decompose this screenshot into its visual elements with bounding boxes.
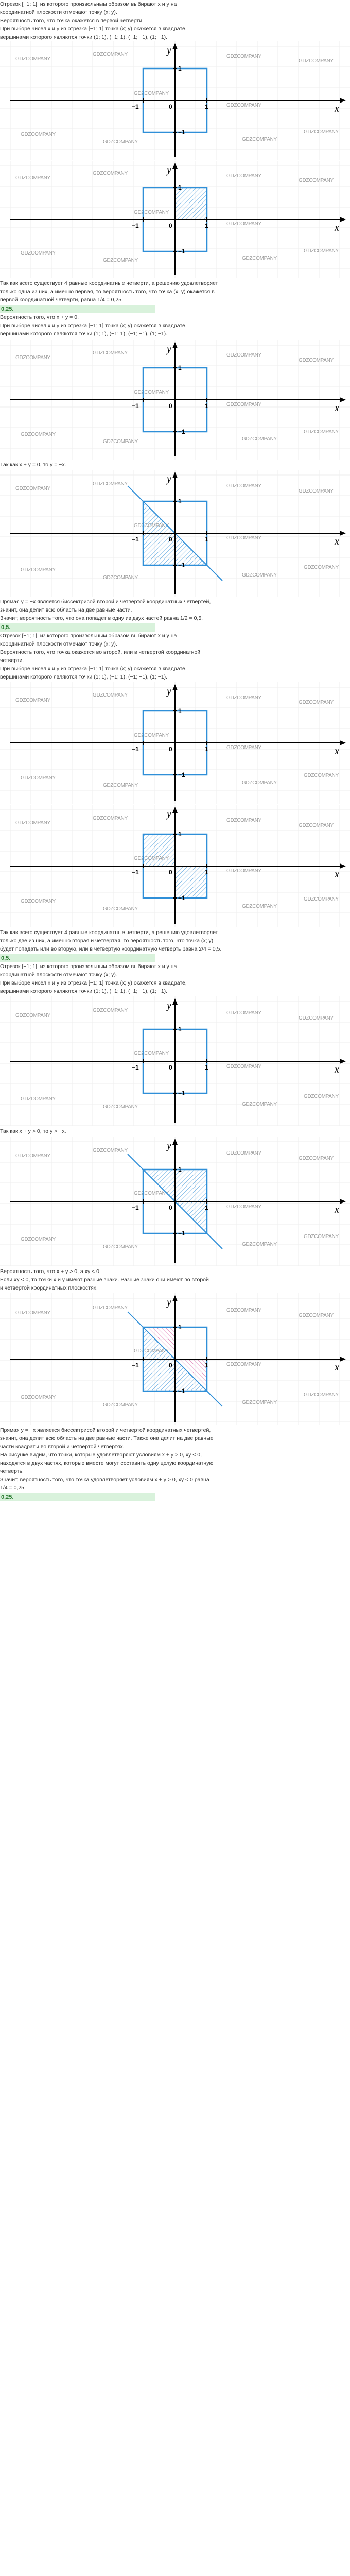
- origin-label: 0: [169, 402, 172, 410]
- tick-label-y-1: 1: [178, 498, 182, 505]
- coordinate-figure: [0, 805, 350, 927]
- tick-label-x-1: 1: [205, 1362, 208, 1369]
- watermark: GDZCOMPANY: [304, 896, 339, 902]
- watermark: GDZCOMPANY: [304, 248, 339, 254]
- x-axis-label: x: [335, 222, 339, 233]
- watermark: GDZCOMPANY: [134, 1348, 169, 1354]
- solution-text: [0, 313, 348, 338]
- x-axis-label: x: [335, 1362, 339, 1373]
- tick-label-x-minus-1: −1: [132, 103, 139, 110]
- origin-label: 0: [169, 1362, 172, 1369]
- tick-label-x-1: 1: [205, 745, 208, 753]
- watermark: GDZCOMPANY: [304, 129, 339, 135]
- tick-label-x-minus-1: −1: [132, 222, 139, 229]
- watermark: GDZCOMPANY: [226, 221, 261, 227]
- coordinate-figure: [0, 1137, 350, 1266]
- watermark: GDZCOMPANY: [242, 1101, 277, 1107]
- text-line: При выборе чисел x и y из отрезка [−1; 1] точка (x; y) окажется в квадрате,: [0, 323, 187, 329]
- x-axis-arrow-icon: [340, 531, 346, 536]
- tick-label-x-minus-1: −1: [132, 745, 139, 753]
- watermark: GDZCOMPANY: [93, 692, 128, 698]
- watermark: GDZCOMPANY: [134, 523, 169, 529]
- watermark: GDZCOMPANY: [15, 486, 50, 492]
- x-axis-arrow-icon: [340, 217, 346, 222]
- text-line: Если xy < 0, то точки x и y имеют разные знаки. Разные знаки они имеют во второй: [0, 1277, 209, 1283]
- text-line: Так как всего существует 4 равные координатные четверти, а решению удовлетворяет: [0, 929, 218, 936]
- watermark: GDZCOMPANY: [103, 575, 138, 581]
- watermark: GDZCOMPANY: [93, 1008, 128, 1013]
- tick-label-y-minus-1: −1: [178, 771, 185, 778]
- tick-label-x-1: 1: [205, 103, 208, 110]
- watermark: GDZCOMPANY: [93, 1305, 128, 1311]
- coordinate-figure: [0, 1293, 350, 1425]
- watermark: GDZCOMPANY: [103, 439, 138, 445]
- watermark: GDZCOMPANY: [21, 775, 56, 781]
- watermark: GDZCOMPANY: [103, 1402, 138, 1408]
- tick-label-x-1: 1: [205, 402, 208, 410]
- text-line: Прямая y = −x является биссектрисой второй и четвертой координатных четвертей,: [0, 599, 211, 605]
- watermark: GDZCOMPANY: [242, 904, 277, 909]
- watermark: GDZCOMPANY: [134, 389, 169, 395]
- coordinate-figure: [0, 41, 350, 160]
- solution-text: [0, 1426, 348, 1492]
- watermark: GDZCOMPANY: [103, 783, 138, 788]
- watermark: GDZCOMPANY: [15, 698, 50, 703]
- watermark: GDZCOMPANY: [134, 91, 169, 96]
- watermark: GDZCOMPANY: [15, 175, 50, 181]
- shaded-region: [175, 866, 207, 898]
- text-line: и четвертой координатных плоскостях.: [0, 1285, 98, 1291]
- tick-label-x-1: 1: [205, 1204, 208, 1211]
- tick-label-y-1: 1: [178, 831, 182, 838]
- watermark: GDZCOMPANY: [226, 352, 261, 358]
- x-axis-arrow-icon: [340, 1357, 346, 1362]
- coordinate-figure: [0, 682, 350, 804]
- x-axis-label: x: [335, 536, 339, 547]
- y-axis-label: y: [167, 45, 171, 56]
- text-line: Вероятность того, что x + y > 0, а xy < 0.: [0, 1268, 101, 1275]
- text-line: координатной плоскости отмечают точку (x; y).: [0, 641, 117, 647]
- watermark: GDZCOMPANY: [15, 355, 50, 361]
- watermark: GDZCOMPANY: [21, 250, 56, 256]
- watermark: GDZCOMPANY: [242, 256, 277, 261]
- watermark: GDZCOMPANY: [226, 1150, 261, 1156]
- watermark: GDZCOMPANY: [226, 1010, 261, 1016]
- tick-label-y-minus-1: −1: [178, 248, 185, 255]
- text-line: координатной плоскости отмечают точку (x; y).: [0, 972, 117, 978]
- answer-badge: 0,25.: [0, 305, 155, 313]
- answer-badge: 0,5.: [0, 954, 155, 962]
- tick-label-y-1: 1: [178, 1166, 182, 1173]
- text-line: находятся в двух частях, которые вместе могут составить одну целую координатную: [0, 1460, 214, 1466]
- watermark: GDZCOMPANY: [299, 488, 334, 494]
- origin-label: 0: [169, 869, 172, 876]
- watermark: GDZCOMPANY: [242, 137, 277, 142]
- origin-label: 0: [169, 1064, 172, 1071]
- watermark: GDZCOMPANY: [304, 1392, 339, 1398]
- tick-label-y-1: 1: [178, 1026, 182, 1033]
- coordinate-figure: [0, 161, 350, 278]
- tick-label-y-1: 1: [178, 65, 182, 72]
- watermark: GDZCOMPANY: [299, 1156, 334, 1161]
- text-line: вершинами которого являются точки (1; 1), (−1; 1), (−1; −1), (1; −1).: [0, 988, 168, 994]
- text-line: вершинами которого являются точки (1; 1), (−1; 1), (−1; −1), (1; −1).: [0, 674, 168, 680]
- watermark: GDZCOMPANY: [21, 1395, 56, 1400]
- watermark: GDZCOMPANY: [226, 173, 261, 179]
- watermark: GDZCOMPANY: [226, 54, 261, 59]
- tick-label-y-1: 1: [178, 184, 182, 191]
- watermark: GDZCOMPANY: [242, 572, 277, 578]
- solution-text: [0, 0, 348, 41]
- solution-text: [0, 598, 348, 622]
- tick-label-y-1: 1: [178, 1324, 182, 1331]
- tick-label-x-1: 1: [205, 222, 208, 229]
- text-line: Вероятность того, что x + y = 0.: [0, 314, 79, 320]
- tick-label-x-minus-1: −1: [132, 536, 139, 543]
- text-line: первой координатной четверти, равна 1/4 = 0,25.: [0, 297, 123, 303]
- watermark: GDZCOMPANY: [299, 358, 334, 363]
- solution-text: [0, 461, 348, 469]
- coordinate-figure: [0, 470, 350, 597]
- watermark: GDZCOMPANY: [21, 432, 56, 437]
- tick-label-y-minus-1: −1: [178, 1387, 185, 1395]
- tick-label-x-minus-1: −1: [132, 1204, 139, 1211]
- watermark: GDZCOMPANY: [226, 695, 261, 701]
- watermark: GDZCOMPANY: [226, 1308, 261, 1313]
- watermark: GDZCOMPANY: [134, 210, 169, 215]
- origin-label: 0: [169, 222, 172, 229]
- watermark: GDZCOMPANY: [93, 481, 128, 487]
- y-axis-label: y: [167, 473, 171, 485]
- tick-label-x-1: 1: [205, 1064, 208, 1071]
- y-axis-label: y: [167, 1297, 171, 1308]
- watermark: GDZCOMPANY: [304, 429, 339, 435]
- watermark: GDZCOMPANY: [21, 1096, 56, 1102]
- tick-label-y-minus-1: −1: [178, 562, 185, 569]
- y-axis-label: y: [167, 1000, 171, 1011]
- watermark: GDZCOMPANY: [93, 350, 128, 356]
- text-line: Так как x + y = 0, то y = −x.: [0, 462, 66, 468]
- tick-label-y-1: 1: [178, 364, 182, 371]
- text-line: На рисунке видим, что точки, которые удовлетворяют условиям x + y > 0, xy < 0,: [0, 1452, 202, 1458]
- watermark: GDZCOMPANY: [226, 1362, 261, 1367]
- tick-label-y-minus-1: −1: [178, 1230, 185, 1237]
- watermark: GDZCOMPANY: [299, 823, 334, 828]
- text-line: будет попадать или во вторую, или в четвертую координатную четверть равна 2/4 = 0,5.: [0, 946, 222, 952]
- tick-label-y-1: 1: [178, 707, 182, 715]
- watermark: GDZCOMPANY: [299, 1313, 334, 1318]
- x-axis-label: x: [335, 402, 339, 414]
- tick-label-y-minus-1: −1: [178, 1090, 185, 1097]
- watermark: GDZCOMPANY: [134, 1050, 169, 1056]
- watermark: GDZCOMPANY: [93, 52, 128, 57]
- tick-label-x-minus-1: −1: [132, 1362, 139, 1369]
- origin-label: 0: [169, 745, 172, 753]
- watermark: GDZCOMPANY: [226, 868, 261, 874]
- tick-label-y-minus-1: −1: [178, 894, 185, 902]
- y-axis-label: y: [167, 164, 171, 176]
- watermark: GDZCOMPANY: [226, 1064, 261, 1070]
- watermark: GDZCOMPANY: [15, 56, 50, 62]
- watermark: GDZCOMPANY: [299, 58, 334, 64]
- tick-label-x-minus-1: −1: [132, 869, 139, 876]
- watermark: GDZCOMPANY: [21, 899, 56, 904]
- watermark: GDZCOMPANY: [304, 1234, 339, 1240]
- watermark: GDZCOMPANY: [134, 733, 169, 738]
- watermark: GDZCOMPANY: [134, 1191, 169, 1196]
- tick-label-x-minus-1: −1: [132, 402, 139, 410]
- watermark: GDZCOMPANY: [242, 1400, 277, 1405]
- y-axis-label: y: [167, 808, 171, 820]
- watermark: GDZCOMPANY: [226, 1204, 261, 1210]
- text-line: части квадраты во второй и четвертой четвертях.: [0, 1444, 125, 1450]
- tick-label-y-minus-1: −1: [178, 129, 185, 136]
- text-line: четверти.: [0, 657, 24, 664]
- text-line: Так как x + y > 0, то y > −x.: [0, 1128, 66, 1134]
- shaded-region: [175, 188, 207, 219]
- solution-text: [0, 1127, 348, 1136]
- watermark: GDZCOMPANY: [93, 171, 128, 176]
- tick-label-x-1: 1: [205, 536, 208, 543]
- y-axis-label: y: [167, 686, 171, 697]
- x-axis-label: x: [335, 103, 339, 114]
- origin-label: 0: [169, 536, 172, 543]
- watermark: GDZCOMPANY: [226, 818, 261, 823]
- x-axis-arrow-icon: [340, 98, 346, 103]
- watermark: GDZCOMPANY: [226, 535, 261, 541]
- text-line: При выборе чисел x и y из отрезка [−1; 1] точка (x; y) окажется в квадрате,: [0, 666, 187, 672]
- watermark: GDZCOMPANY: [93, 1148, 128, 1154]
- text-line: вершинами которого являются точки (1; 1), (−1; 1), (−1; −1), (1; −1).: [0, 331, 168, 337]
- answer-badge: 0,25.: [0, 1493, 155, 1501]
- text-line: Отрезок [−1; 1], из которого произвольным образом выбирают x и y на: [0, 633, 177, 639]
- x-axis-label: x: [335, 745, 339, 757]
- text-line: Прямая y = −x является биссектрисой второй и четвертой координатных четвертей,: [0, 1427, 211, 1433]
- watermark: GDZCOMPANY: [15, 1013, 50, 1019]
- watermark: GDZCOMPANY: [15, 820, 50, 826]
- tick-label-y-minus-1: −1: [178, 428, 185, 435]
- text-line: координатной плоскости отмечают точку (x; y).: [0, 9, 117, 15]
- text-line: Так как всего существует 4 равные координатные четверти, а решению удовлетворяет: [0, 280, 218, 286]
- text-line: Отрезок [−1; 1], из которого произвольным образом выбирают x и y на: [0, 1, 177, 7]
- watermark: GDZCOMPANY: [134, 856, 169, 861]
- watermark: GDZCOMPANY: [15, 1153, 50, 1159]
- text-line: Вероятность того, что точка окажется в первой четверти.: [0, 18, 144, 24]
- tick-label-x-minus-1: −1: [132, 1064, 139, 1071]
- origin-label: 0: [169, 103, 172, 110]
- x-axis-label: x: [335, 869, 339, 880]
- x-axis-label: x: [335, 1064, 339, 1075]
- watermark: GDZCOMPANY: [242, 1242, 277, 1247]
- x-axis-arrow-icon: [340, 863, 346, 869]
- watermark: GDZCOMPANY: [304, 1094, 339, 1099]
- watermark: GDZCOMPANY: [21, 1236, 56, 1242]
- solution-text: [0, 928, 348, 953]
- y-axis-label: y: [167, 1140, 171, 1151]
- text-line: вершинами которого являются точки (1; 1), (−1; 1), (−1; −1), (1; −1).: [0, 34, 168, 40]
- text-line: Отрезок [−1; 1], из которого произвольным образом выбирают x и y на: [0, 963, 177, 970]
- text-line: 1/4 = 0,25.: [0, 1485, 26, 1491]
- x-axis-arrow-icon: [340, 740, 346, 745]
- watermark: GDZCOMPANY: [299, 178, 334, 183]
- watermark: GDZCOMPANY: [226, 745, 261, 751]
- solution-text: [0, 962, 348, 995]
- watermark: GDZCOMPANY: [242, 780, 277, 786]
- origin-label: 0: [169, 1204, 172, 1211]
- watermark: GDZCOMPANY: [93, 816, 128, 821]
- text-line: четверть.: [0, 1468, 24, 1475]
- watermark: GDZCOMPANY: [226, 402, 261, 408]
- watermark: GDZCOMPANY: [21, 567, 56, 573]
- watermark: GDZCOMPANY: [226, 483, 261, 489]
- text-line: только одна из них, а именно первая, то вероятность того, что точка (x; y) окажется в: [0, 289, 215, 295]
- watermark: GDZCOMPANY: [226, 103, 261, 108]
- text-line: При выборе чисел x и y из отрезка [−1; 1] точка (x; y) окажется в квадрате,: [0, 980, 187, 986]
- watermark: GDZCOMPANY: [15, 1310, 50, 1316]
- solution-text: [0, 632, 348, 681]
- tick-label-x-1: 1: [205, 869, 208, 876]
- x-axis-arrow-icon: [340, 397, 346, 402]
- watermark: GDZCOMPANY: [304, 565, 339, 570]
- coordinate-figure: [0, 996, 350, 1126]
- text-line: При выборе чисел x и y из отрезка [−1; 1] точка (x; y) окажется в квадрате,: [0, 26, 187, 32]
- watermark: GDZCOMPANY: [103, 906, 138, 912]
- answer-badge: 0,5.: [0, 623, 155, 632]
- y-axis-label: y: [167, 344, 171, 355]
- watermark: GDZCOMPANY: [103, 258, 138, 263]
- text-line: только две из них, а именно вторая и четвертая, то вероятность того, что точка (x; y): [0, 938, 214, 944]
- watermark: GDZCOMPANY: [304, 773, 339, 778]
- watermark: GDZCOMPANY: [21, 132, 56, 138]
- watermark: GDZCOMPANY: [299, 1015, 334, 1021]
- text-line: значит, она делит всю область на две равные части. Также она делит на две равные: [0, 1435, 214, 1442]
- watermark: GDZCOMPANY: [242, 436, 277, 442]
- solution-text: [0, 279, 348, 304]
- text-line: Вероятность того, что точка окажется во второй, или в четвертой координатной: [0, 649, 201, 655]
- text-line: Значит, вероятность того, что точка удовлетворяет условиям x + y > 0, xy < 0 равна: [0, 1477, 209, 1483]
- solution-text: [0, 1267, 348, 1292]
- x-axis-label: x: [335, 1204, 339, 1215]
- coordinate-figure: [0, 340, 350, 460]
- watermark: GDZCOMPANY: [299, 700, 334, 705]
- watermark: GDZCOMPANY: [103, 1244, 138, 1250]
- watermark: GDZCOMPANY: [103, 139, 138, 145]
- text-line: Значит, вероятность того, что она попадет в одну из двух частей равна 1/2 = 0,5.: [0, 615, 203, 621]
- watermark: GDZCOMPANY: [103, 1104, 138, 1110]
- text-line: значит, она делит всю область на две равные части.: [0, 607, 132, 613]
